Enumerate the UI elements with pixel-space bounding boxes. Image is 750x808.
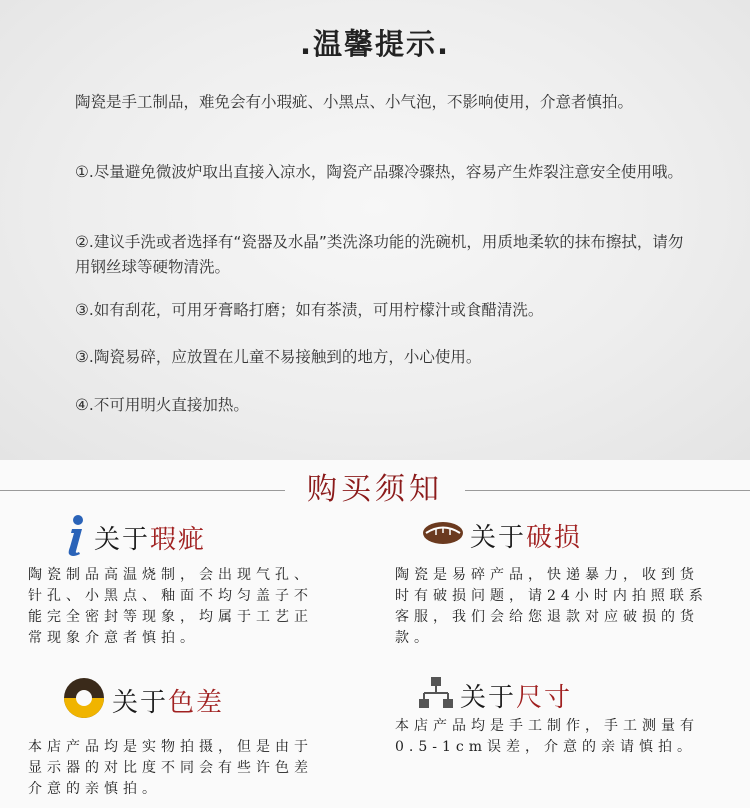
card-size-accent: 尺寸 xyxy=(516,682,573,713)
color-donut-icon xyxy=(62,676,106,724)
notice-intro: 陶瓷是手工制品，难免会有小瑕疵、小黑点、小气泡，不影响使用，介意者慎拍。 xyxy=(75,93,634,111)
org-chart-icon xyxy=(418,675,454,715)
card-defects-accent: 瑕疵 xyxy=(150,524,207,555)
card-color-heading xyxy=(62,678,224,722)
card-damage-body: 陶瓷是易碎产品，快递暴力，收到货时有破损问题，请24小时内拍照联系客服，我们会给您退款对应破损的货款。 xyxy=(395,567,708,646)
notice-item-2: ②.建议手洗或者选择有“瓷器及水晶”类洗涤功能的洗碗机，用质地柔软的抹布擦拭，请勿用钢丝球等硬物清洗。 xyxy=(75,233,684,276)
purchase-title: 购买须知 xyxy=(307,472,443,507)
card-size-heading xyxy=(418,673,572,717)
card-damage-prefix: 关于 xyxy=(470,522,527,553)
info-icon xyxy=(62,514,88,560)
notice-item-5: ④.不可用明火直接加热。 xyxy=(75,396,249,414)
card-defects-prefix: 关于 xyxy=(94,524,151,555)
notice-item-1: ①.尽量避免微波炉取出直接入凉水，陶瓷产品骤冷骤热，容易产生炸裂注意安全使用哦。 xyxy=(75,163,683,181)
notice-item-4: ③.陶瓷易碎，应放置在儿童不易接触到的地方，小心使用。 xyxy=(75,348,482,366)
notice-item-3: ③.如有刮花，可用牙膏略打磨；如有茶渍，可用柠檬汁或食醋清洗。 xyxy=(75,301,544,319)
card-damage-heading xyxy=(422,513,582,557)
card-color-prefix: 关于 xyxy=(112,687,169,718)
card-size-prefix: 关于 xyxy=(460,682,517,713)
card-color-accent: 色差 xyxy=(168,687,225,718)
card-size-body: 本店产品均是手工制作，手工测量有0.5-1cm误差，介意的亲请慎拍。 xyxy=(395,718,699,755)
card-damage-accent: 破损 xyxy=(526,522,583,553)
football-icon xyxy=(422,520,464,550)
card-color-body: 本店产品均是实物拍摄，但是由于显示器的对比度不同会有些许色差介意的亲慎拍。 xyxy=(28,739,313,797)
card-defects-body: 陶瓷制品高温烧制，会出现气孔、针孔、小黑点、釉面不均匀盖子不能完全密封等现象，均属于工艺正常现象介意者慎拍。 xyxy=(28,567,313,646)
card-defects-heading xyxy=(62,515,206,559)
notice-title: .温馨提示. xyxy=(299,27,451,61)
